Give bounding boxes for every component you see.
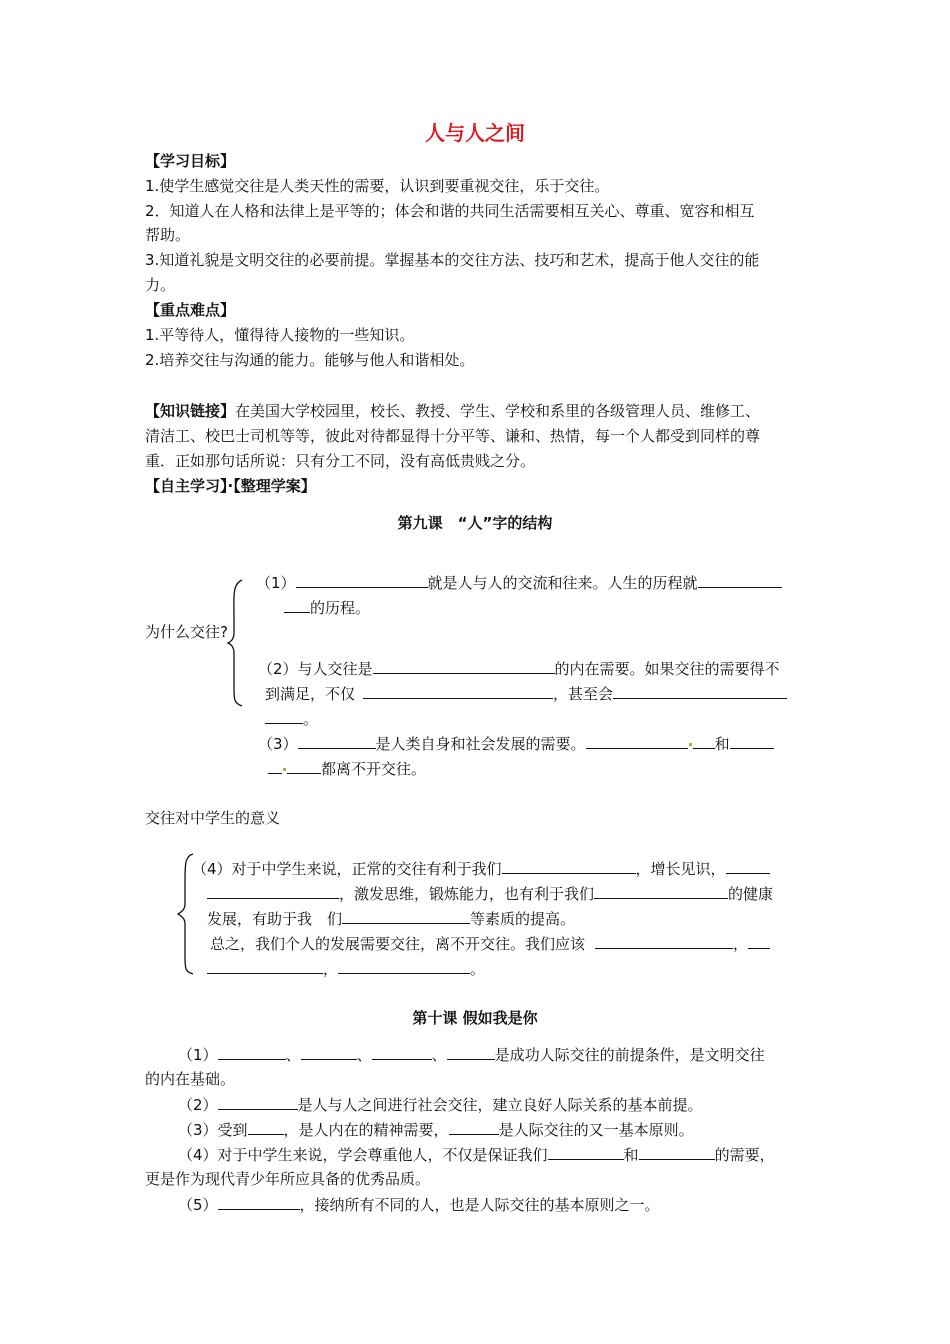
l10-q2-blank[interactable] [218,1094,298,1110]
page-title: 人与人之间 [425,121,525,145]
l9-q4-blank-6a[interactable] [748,933,770,949]
l9-q3-blank-4a[interactable] [730,733,774,749]
l9-q4-line1 [192,858,770,879]
l10-q1-end: 是成功人际交往的前提条件，是文明交往 [494,1046,765,1064]
why-label: 为什么交往? [145,623,228,641]
l9-q4-blank-2b[interactable] [207,883,339,899]
l9-q1-blank-2a[interactable] [698,572,782,588]
l9-q4-l5mid: ， [323,960,339,978]
l9-q2-line3 [265,708,318,729]
l10-q4-blank-1[interactable] [548,1144,624,1160]
l9-q3-blank-3[interactable] [693,733,715,749]
l9-q3-mid: 是人类自身和社会发展的需要。 [375,735,586,753]
l9-q1-line1 [256,572,782,593]
l10-q3-blank-2[interactable] [449,1119,499,1135]
goal-item-1: 1.使学生感觉交往是人类天性的需要，认识到要重视交往，乐于交往。 [145,177,610,195]
l9-q4-blank-7[interactable] [338,958,470,974]
l9-q3-blank-1[interactable] [298,733,376,749]
l9-q3-blank-4b[interactable] [268,758,282,774]
l9-q4-mid: ，增长见识， [635,860,726,878]
lesson9-title: 第九课 “人”字的结构 [397,514,553,532]
l9-q2-l2b: ，甚至会 [553,685,614,703]
l10-q1-line2: 的内在基础。 [145,1070,236,1088]
l9-q2-mid: 的内在需要。如果交往的需要得不 [554,660,780,678]
l10-q4-line2: 更是作为现代青少年所应具备的优秀品质。 [145,1170,431,1188]
l9-q3-blank-4c[interactable] [287,758,321,774]
l10-q1-line1 [178,1044,765,1065]
goals-heading: 【学习目标】 [145,152,236,170]
l9-q4-blank-5[interactable] [595,933,733,949]
knowledge-text-1: 在美国大学校园里，校长、教授、学生、学校和系里的各级管理人员、维修工、 [235,402,761,420]
l10-q3-blank-1[interactable] [248,1119,284,1135]
l9-q4-blank-2a[interactable] [726,858,770,874]
l10-q1-blank-4[interactable] [447,1044,495,1060]
l9-q4-prefix: （4）对于中学生来说，正常的交往有利于我们 [192,860,502,878]
l10-q1-sep-2: 、 [356,1046,372,1064]
l10-q2 [178,1094,703,1115]
l10-q4-blank-2[interactable] [639,1144,715,1160]
l9-q4-l3b: 等素质的提高。 [470,910,576,928]
l9-q4-l4: 总之，我们个人的发展需要交往，离不开交往。我们应该 [210,935,586,953]
goal-item-3-line1: 3.知道礼貌是文明交往的必要前提。掌握基本的交往方法、技巧和艺术，提高于他人交往的能 [145,251,760,269]
lesson10-title: 第十课 假如我是你 [412,1009,538,1027]
keypoint-item-2: 2.培养交往与沟通的能力。能够与他人和谐相处。 [145,351,475,369]
l9-q2-blank-3a[interactable] [613,683,787,699]
l9-q4-line5 [207,958,485,979]
l9-q2-end: 。 [303,710,319,728]
l9-q2-blank-2[interactable] [363,683,553,699]
l9-q3-end: 都离不开交往。 [321,760,427,778]
l10-q3-prefix: （3）受到 [178,1121,248,1139]
l9-q3-prefix: （3） [258,735,298,753]
l10-q4-end: 的需要， [714,1146,775,1164]
l10-q1-blank-3[interactable] [372,1044,432,1060]
l9-q4-blank-4[interactable] [342,908,470,924]
l9-q4-blank-1[interactable] [502,858,636,874]
knowledge-line-2: 清洁工、校巴士司机等等，彼此对待都显得十分平等、谦和、热情，每一个人都受到同样的尊 [145,427,761,445]
l9-q4-l4end: ， [733,935,749,953]
decor-dot-2 [283,768,286,771]
l9-q4-blank-6b[interactable] [207,958,323,974]
l10-q3-mid: ，是人内在的精神需要， [283,1121,449,1139]
l9-q2-line2 [265,683,787,704]
l10-q5 [178,1194,660,1215]
l10-q1-sep-3: 、 [431,1046,447,1064]
l9-q1-end: 的历程。 [310,599,371,617]
goal-item-2-line2: 帮助。 [145,226,191,244]
l10-q4-and: 和 [623,1146,639,1164]
l9-q4-line2 [207,883,773,904]
knowledge-line-3: 重．正如那句话所说：只有分工不同，没有高低贵贱之分。 [145,452,536,470]
self-study-heading: 【自主学习】·【整理学案】 [145,477,316,495]
l9-q4-line4 [210,933,770,954]
goal-item-2-line1: 2．知道人在人格和法律上是平等的；体会和谐的共同生活需要相互关心、尊重、宽容和相互 [145,202,755,220]
goal-item-3-line2: 力。 [145,276,176,294]
l9-q2-l2a: 到满足，不仅 [265,685,356,703]
l9-q1-blank-2b[interactable] [284,597,310,613]
keypoints-heading: 【重点难点】 [145,301,236,319]
l9-q4-l2end: 的健康 [728,885,774,903]
l10-q2-end: 是人与人之间进行社会交往，建立良好人际关系的基本前提。 [297,1096,703,1114]
l9-q2-line1 [258,658,780,679]
l9-q1-mid: 就是人与人的交流和往来。人生的历程就 [427,574,698,592]
l9-q2-prefix: （2）与人交往是 [258,660,373,678]
l9-q4-line3 [207,908,575,929]
l9-q1-prefix: （1） [256,574,296,592]
l9-q4-l2: ，激发思维，锻炼能力，也有利于我们 [339,885,595,903]
l9-q4-blank-3[interactable] [594,883,728,899]
keypoint-item-1: 1.平等待人，懂得待人接物的一些知识。 [145,326,415,344]
l10-q1-blank-1[interactable] [218,1044,286,1060]
l10-q3 [178,1119,694,1140]
l9-q4-l3a: 发展，有助于我 们 [207,910,343,928]
l9-q3-line1 [258,733,774,754]
l9-q4-l5end: 。 [470,960,486,978]
l10-q4-prefix: （4）对于中学生来说，学会尊重他人，不仅是保证我们 [178,1146,548,1164]
l9-q1-line2 [284,597,370,618]
l10-q2-prefix: （2） [178,1096,218,1114]
l9-q2-blank-3b[interactable] [265,708,303,724]
knowledge-heading: 【知识链接】 [145,402,236,420]
l9-q3-and: 和 [714,735,730,753]
l10-q3-end: 是人际交往的又一基本原则。 [498,1121,694,1139]
l10-q5-end: ，接纳所有不同的人，也是人际交往的基本原则之一。 [299,1196,660,1214]
l10-q1-prefix: （1） [178,1046,218,1064]
decor-dot-1 [689,743,692,746]
l10-q5-prefix: （5） [178,1196,218,1214]
l9-q2-blank-1[interactable] [373,658,555,674]
meaning-label: 交往对中学生的意义 [145,809,281,827]
l10-q4-line1 [178,1144,775,1165]
knowledge-line-1 [145,401,760,421]
l10-q1-sep-1: 、 [285,1046,301,1064]
l9-q1-blank-1[interactable] [296,572,428,588]
l9-q3-line2 [268,758,426,779]
left-brace-icon [226,578,246,708]
l10-q1-blank-2[interactable] [301,1044,357,1060]
l9-q3-blank-2[interactable] [586,733,688,749]
l10-q5-blank[interactable] [218,1194,300,1210]
